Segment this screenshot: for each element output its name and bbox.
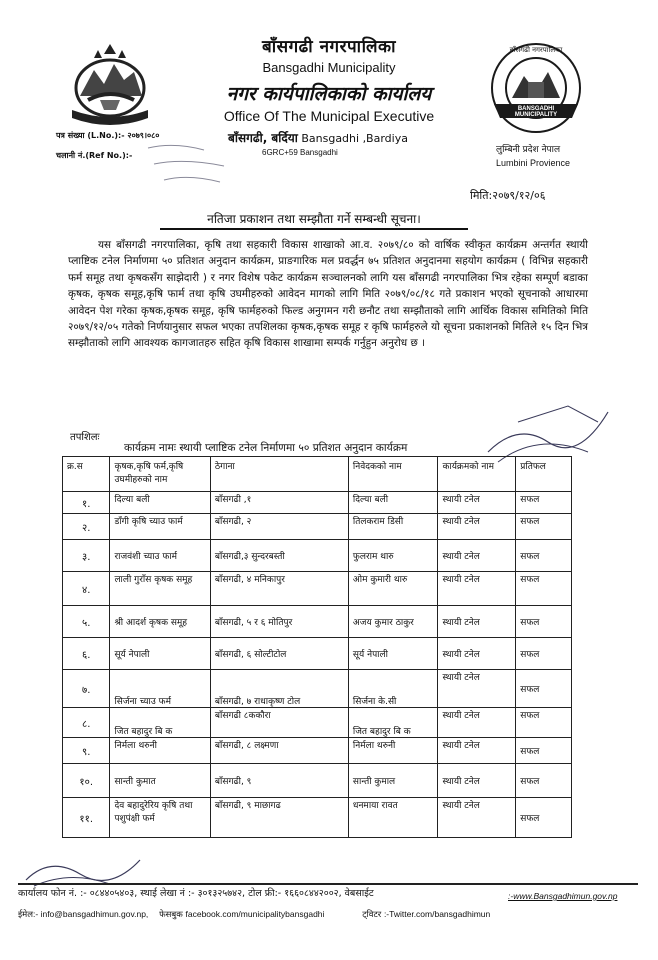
cell-sn: ६. — [63, 638, 110, 670]
footer-facebook-link[interactable]: facebook.com/municipalitybansgadhi — [185, 909, 325, 919]
office-name-en: Office Of The Municipal Executive — [223, 108, 435, 124]
cell-farmer: निर्मला थरुनी — [110, 738, 210, 764]
cell-program: स्थायी टनेल — [438, 572, 516, 606]
cell-applicant: फुलराम थारु — [348, 540, 438, 572]
cell-applicant: अजय कुमार ठाकुर — [348, 606, 438, 638]
cell-sn: ५. — [63, 606, 110, 638]
cell-farmer: लाली गुराँस कृषक समूह — [110, 572, 210, 606]
cell-farmer: सान्ती कुमात — [110, 764, 210, 798]
header-result: प्रतिफल — [516, 457, 572, 492]
table-row — [63, 514, 572, 540]
header-address: ठेगाना — [210, 457, 348, 492]
cell-address: बाँसगढी, ९ माछागढ — [210, 798, 348, 838]
footer-twitter-link[interactable]: :-Twitter.com/bansgadhimun — [383, 909, 491, 919]
cell-program: स्थायी टनेल — [438, 670, 516, 708]
table-row — [63, 764, 572, 798]
footer-divider — [18, 883, 638, 885]
cell-result: सफल — [516, 708, 572, 738]
cell-sn: १०. — [63, 764, 110, 798]
cell-program: स्थायी टनेल — [438, 514, 516, 540]
table-row — [63, 540, 572, 572]
cell-address: बाँसगढी, ७ राधाकृष्ण टोल — [210, 670, 348, 708]
footer-social — [18, 909, 490, 920]
reference-number: चलानी नं.(Ref No.):- — [56, 151, 133, 160]
footer-twitter-label: ट्विटर — [362, 910, 382, 920]
cell-program: स्थायी टनेल — [438, 606, 516, 638]
cell-address: बाँसगढी, ६ सोल्टीटोल — [210, 638, 348, 670]
cell-address: बाँसगढी, ८ लक्ष्मणा — [210, 738, 348, 764]
cell-farmer: सिर्जना च्याउ फर्म — [110, 670, 210, 708]
header-program: कार्यक्रमको नाम — [438, 457, 516, 492]
cell-applicant: तिलकराम डिसी — [348, 514, 438, 540]
cell-sn: ८. — [63, 708, 110, 738]
province-en: Lumbini Provience — [496, 158, 571, 168]
footer-contact: कार्यालय फोन नं. :- ०८४४०५४०३, स्थाई लेखा नं :- ३०१३२५७४२, टोल फ्री:- १६६०८४४२००२, वेबसाईट — [18, 888, 374, 899]
cell-program: स्थायी टनेल — [438, 492, 516, 514]
cell-applicant: सान्ती कुमाल — [348, 764, 438, 798]
cell-sn: ४. — [63, 572, 110, 606]
cell-result: सफल — [516, 738, 572, 764]
seal-top-text: बाँसगढी नगरपालिका — [509, 46, 563, 54]
cell-sn: ९. — [63, 738, 110, 764]
cell-sn: ७. — [63, 670, 110, 708]
cell-program: स्थायी टनेल — [438, 708, 516, 738]
seal-bottom-text: BANSGADHI MUNICIPALITY — [514, 106, 558, 118]
results-table — [62, 456, 572, 838]
cell-program: स्थायी टनेल — [438, 540, 516, 572]
cell-farmer: जित बहादुर बि क — [110, 708, 210, 738]
cell-result: सफल — [516, 638, 572, 670]
cell-sn: ११. — [63, 798, 110, 838]
table-caption: कार्यक्रम नामः स्थायी प्लाष्टिक टनेल निर्माणमा ५० प्रतिशत अनुदान कार्यक्रम — [124, 442, 408, 454]
table-row — [63, 638, 572, 670]
footer-website-link[interactable]: :-www.Bansgadhimun.gov.np — [508, 891, 618, 901]
cell-sn: २. — [63, 514, 110, 540]
header-sn: क्र.स — [63, 457, 110, 492]
address-en: Bansgadhi ,Bardiya — [301, 132, 408, 145]
cell-farmer: डाँगी कृषि च्याउ फार्म — [110, 514, 210, 540]
cell-address: बाँसगढी ,१ — [210, 492, 348, 514]
footer-email[interactable]: ईमेल:- info@bansgadhimun.gov.np, — [18, 909, 149, 919]
cell-program: स्थायी टनेल — [438, 764, 516, 798]
header-farmer-name: कृषक,कृषि फर्म,कृषि उघमीहरुको नाम — [110, 457, 210, 492]
cell-program: स्थायी टनेल — [438, 738, 516, 764]
table-row — [63, 798, 572, 838]
table-row — [63, 492, 572, 514]
address-np: बाँसगढी, बर्दिया — [228, 131, 298, 145]
notice-subject: नतिजा प्रकाशन तथा सम्झौता गर्ने सम्बन्धी सूचना। — [160, 210, 468, 230]
cell-address: बाँसगढी ८ककौरा — [210, 708, 348, 738]
table-header-row — [63, 457, 572, 492]
cell-farmer: दिल्या बली — [110, 492, 210, 514]
cell-applicant: दिल्या बली — [348, 492, 438, 514]
grid-reference: 6GRC+59 Bansgadhi — [262, 148, 338, 157]
cell-applicant: सिर्जना के.सी — [348, 670, 438, 708]
cell-result: सफल — [516, 572, 572, 606]
cell-program: स्थायी टनेल — [438, 638, 516, 670]
cell-applicant: निर्मला थरुनी — [348, 738, 438, 764]
details-label: तपशिलः — [70, 432, 100, 443]
office-address — [228, 129, 408, 146]
office-name-np: नगर कार्यपालिकाको कार्यालय — [226, 83, 432, 105]
cell-sn: १. — [63, 492, 110, 514]
cell-program: स्थायी टनेल — [438, 798, 516, 838]
table-row — [63, 606, 572, 638]
cell-result: सफल — [516, 764, 572, 798]
cell-address: बाँसगढी, २ — [210, 514, 348, 540]
table-row — [63, 572, 572, 606]
cell-result: सफल — [516, 670, 572, 708]
cell-applicant: सूर्य नेपाली — [348, 638, 438, 670]
cell-farmer: देव बहादुरेरिय कृषि तथा पशुपंक्षी फर्म — [110, 798, 210, 838]
cell-result: सफल — [516, 798, 572, 838]
cell-result: सफल — [516, 514, 572, 540]
table-row — [63, 670, 572, 708]
cell-sn: ३. — [63, 540, 110, 572]
footer-facebook-label: फेसबुक — [159, 910, 183, 920]
cell-applicant: ओम कुमारी थारु — [348, 572, 438, 606]
province-np: लुम्बिनी प्रदेश नेपाल — [496, 145, 561, 155]
cell-address: बाँसगढी, ९ — [210, 764, 348, 798]
notice-body: यस बाँसगढी नगरपालिका, कृषि तथा सहकारी विकास शाखाको आ.व. २०७९/८० को वार्षिक स्वीकृत कार्यक्रम अन्तर्गत स्थायी प्लाष्टिक टनेल निर्माणमा ५० प्रतिशत अनुदान कार्यक्रम, प्राङगारिक मल प्रवर्द्धन ७५ प्रतिशत अनुदानमा सहयोग कार्यक्रम ( विभिन्न सहकारी फर्म समूह तथा कृषकसँग साझेदारी ) र नगर विशेष पकेट कार्यक्रम सञ्चालनको लागि यस बाँसगढी नगरपालिका भित्र रहेका सम्पूर्ण बडाका कृषक, कृषक समूह,कृषि फार्म तथा कृषि उघमीहरुको आवेदन मागको लागि मिति २०७९/०८/१८ गते प्रकाशन भएको सूचनाको आधारमा आवेदन पेश गरेका कृषक,कृषक समूह, कृषि फार्महरुको फिल्ड अनुगमन गरी छनौट तथा सम्झौताको लागि आर्थिक विकास समितिको मिति २०७९/१२/०५ गतेको निर्णयानुसार सफल भएका तपशिलका कृषक,कृषक समूह र कृषि फार्महरुले यो सूचना प्रकाशनको मितिले १५ दिन भित्र सम्झौताको लागि आवश्यक कागजातहरु सहित कृषि विकास शाखामा सम्पर्क गर्नुहुन अनुरोध छ । — [68, 239, 588, 350]
cell-address: बाँसगढी,३ सुन्दरबस्ती — [210, 540, 348, 572]
cell-result: सफल — [516, 492, 572, 514]
cell-farmer: राजवंशी च्याउ फार्म — [110, 540, 210, 572]
cell-address: बाँसगढी, ४ मनिकापुर — [210, 572, 348, 606]
cell-farmer: श्री आदर्श कृषक समूह — [110, 606, 210, 638]
notice-date: मिति:२०७९/१२/०६ — [470, 189, 546, 202]
cell-result: सफल — [516, 606, 572, 638]
faint-stamp — [144, 140, 236, 192]
cell-farmer: सूर्य नेपाली — [110, 638, 210, 670]
municipality-name-np: बाँसगढी नगरपालिका — [262, 37, 396, 57]
cell-address: बाँसगढी, ५ र ६ मोतिपुर — [210, 606, 348, 638]
municipality-name-en: Bansgadhi Municipality — [262, 60, 396, 75]
letter-number: पत्र संख्या (L.No.):- २०७९।०८० — [56, 131, 160, 140]
header-applicant: निवेदकको नाम — [348, 457, 438, 492]
cell-result: सफल — [516, 540, 572, 572]
table-row — [63, 738, 572, 764]
cell-applicant: जित बहादुर बि क — [348, 708, 438, 738]
cell-applicant: धनमाया रावत — [348, 798, 438, 838]
table-row — [63, 708, 572, 738]
